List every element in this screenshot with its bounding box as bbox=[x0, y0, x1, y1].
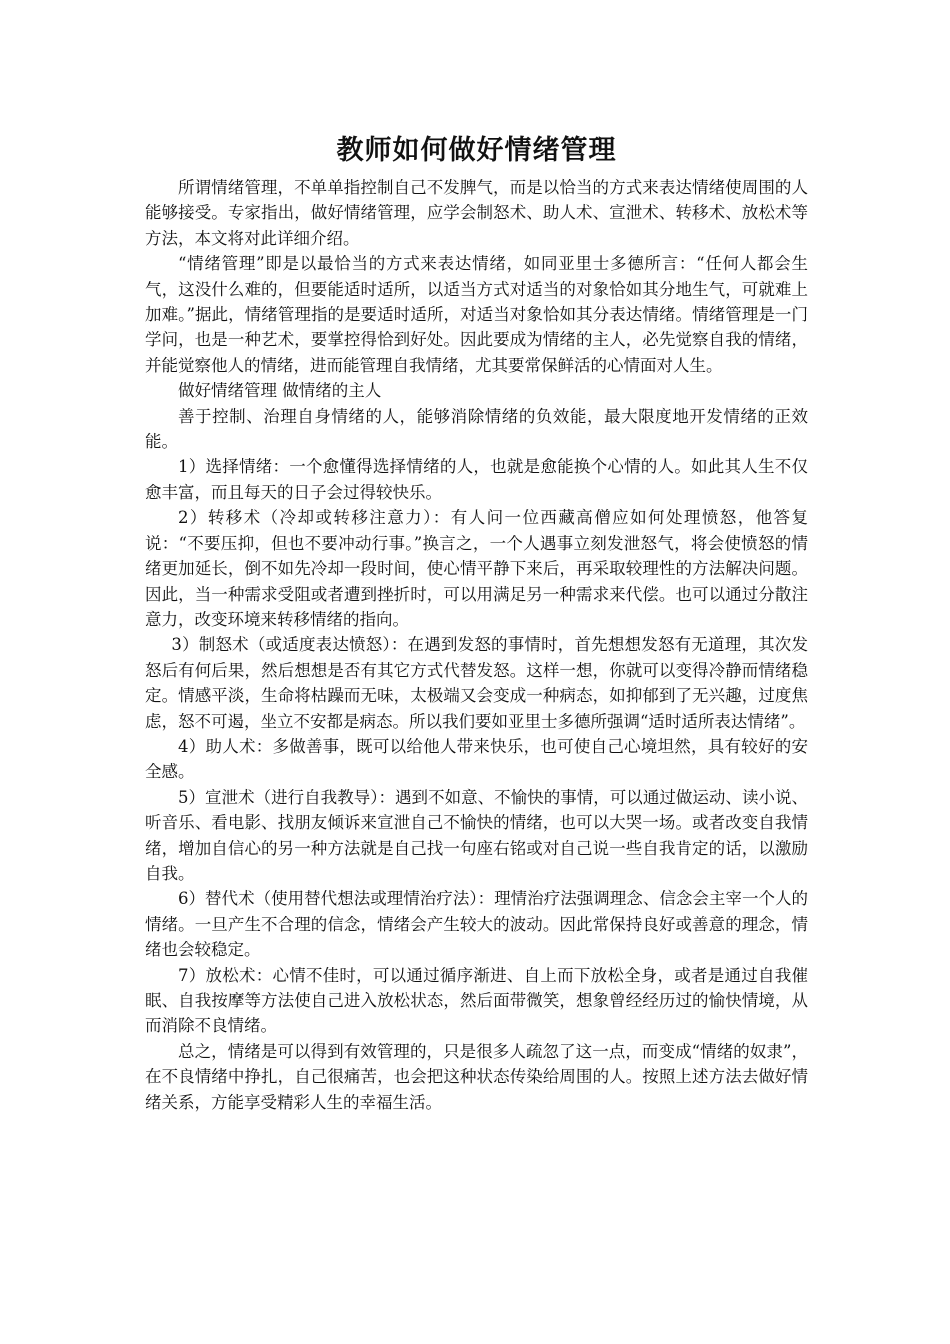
paragraph-method-6: 6）替代术（使用替代想法或理情治疗法）：理情治疗法强调理念、信念会主宰一个人的情绪。一旦产生不合理的信念，情绪会产生较大的波动。因此常保持良好或善意的理念，情绪也会较稳定。 bbox=[145, 889, 808, 960]
paragraph-method-1: 1）选择情绪：一个愈懂得选择情绪的人，也就是愈能换个心情的人。如此其人生不仅愈丰富，而且每天的日子会过得较快乐。 bbox=[145, 457, 808, 502]
paragraph-summary: 善于控制、治理自身情绪的人，能够消除情绪的负效能，最大限度地开发情绪的正效能。 bbox=[145, 406, 808, 452]
paragraph-method-3: 3）制怒术（或适度表达愤怒）：在遇到发怒的事情时，首先想想发怒有无道理，其次发怒后有何后果，然后想想是否有其它方式代替发怒。这样一想，你就可以变得冷静而情绪稳定。情感平淡，生命将枯躁而无味，太极端又会变成一种病态，如抑郁到了无兴趣，过度焦虑，怒不可遏，坐立不安都是病态。所以我们要如亚里士多德所强调“适时适所表达情绪”。 bbox=[145, 635, 808, 731]
document-title: 教师如何做好情绪管理 bbox=[336, 135, 617, 166]
paragraph-method-2: 2）转移术（冷却或转移注意力）：有人问一位西藏高僧应如何处理愤怒，他答复说：“不要压抑，但也不要冲动行事。”换言之，一个人遇事立刻发泄怒气，将会使愤怒的情绪更加延长，倒不如先冷却一段时间，使心情平静下来后，再采取较理性的方法解决问题。因此，当一种需求受阻或者遭到挫折时，可以用满足另一种需求来代偿。也可以通过分散注意力，改变环境来转移情绪的指向。 bbox=[145, 508, 808, 629]
paragraph-method-7: 7）放松术：心情不佳时，可以通过循序渐进、自上而下放松全身，或者是通过自我催眠、自我按摩等方法使自己进入放松状态，然后面带微笑，想象曾经经历过的愉快情境，从而消除不良情绪。 bbox=[145, 965, 808, 1036]
paragraph-method-5: 5）宣泄术（进行自我教导）：遇到不如意、不愉快的事情，可以通过做运动、读小说、听音乐、看电影、找朋友倾诉来宣泄自己不愉快的情绪，也可以大哭一场。或者改变自我情绪，增加自信心的另一种方法就是自己找一句座右铭或对自己说一些自我肯定的话，以激励自我。 bbox=[145, 787, 808, 883]
document-body bbox=[145, 133, 808, 1115]
paragraph-definition: “情绪管理”即是以最恰当的方式来表达情绪，如同亚里士多德所言：“任何人都会生气，这没什么难的，但要能适时适所，以适当方式对适当的对象恰如其分地生气，可就难上加难。”据此，情绪管理指的是要适时适所，对适当对象恰如其分表达情绪。情绪管理是一门学问，也是一种艺术，要掌控得恰到好处。因此要成为情绪的主人，必先觉察自我的情绪，并能觉察他人的情绪，进而能管理自我情绪，尤其要常保鲜活的心情面对人生。 bbox=[145, 254, 808, 375]
section-heading: 做好情绪管理 做情绪的主人 bbox=[178, 381, 382, 401]
paragraph-conclusion: 总之，情绪是可以得到有效管理的，只是很多人疏忽了这一点，而变成“情绪的奴隶”，在不良情绪中挣扎，自己很痛苦，也会把这种状态传染给周围的人。按照上述方法去做好情绪关系，方能享受精彩人生的幸福生活。 bbox=[145, 1041, 808, 1112]
paragraph-intro: 所谓情绪管理，不单单指控制自己不发脾气，而是以恰当的方式来表达情绪使周围的人能够接受。专家指出，做好情绪管理，应学会制怒术、助人术、宣泄术、转移术、放松术等方法，本文将对此详细介绍。 bbox=[145, 178, 808, 248]
paragraph-method-4: 4）助人术：多做善事，既可以给他人带来快乐，也可使自己心境坦然，具有较好的安全感。 bbox=[145, 736, 808, 782]
